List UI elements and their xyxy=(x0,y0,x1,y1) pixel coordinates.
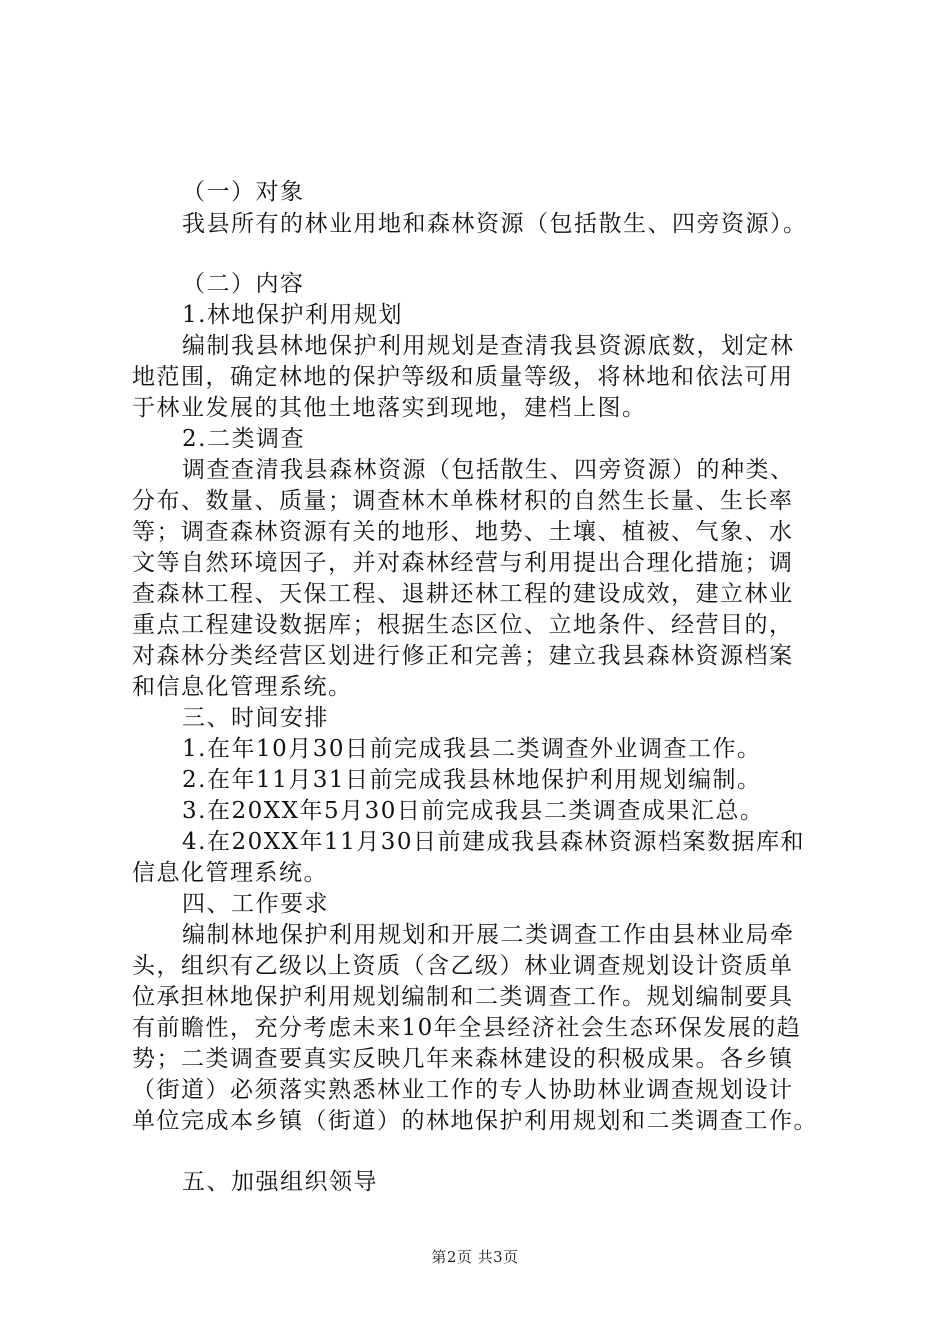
paragraph-line: 头，组织有乙级以上资质（含乙级）林业调查规划设计资质单 xyxy=(132,953,794,979)
schedule-item: 1.在年10月30日前完成我县二类调查外业调查工作。 xyxy=(182,736,762,762)
section-heading-schedule: 三、时间安排 xyxy=(182,705,329,731)
paragraph-line: 单位完成本乡镇（街道）的林地保护利用规划和二类调查工作。 xyxy=(132,1108,818,1134)
item-title-survey: 2.二类调查 xyxy=(182,426,305,452)
paragraph-line: 势；二类调查要真实反映几年来森林建设的积极成果。各乡镇 xyxy=(132,1046,794,1072)
section-heading-object: （一）对象 xyxy=(182,179,305,205)
schedule-item: 2.在年11月31日前完成我县林地保护利用规划编制。 xyxy=(182,767,762,793)
paragraph-line: 我县所有的林业用地和森林资源（包括散生、四旁资源）。 xyxy=(182,211,808,237)
paragraph-line: 等；调查森林资源有关的地形、地势、土壤、植被、气象、水 xyxy=(132,519,794,545)
paragraph-line: 有前瞻性，充分考虑未来10年全县经济社会生态环保发展的趋 xyxy=(132,1015,802,1041)
paragraph-line: 地范围，确定林地的保护等级和质量等级，将林地和依法可用 xyxy=(132,364,794,390)
paragraph-line: 编制我县林地保护利用规划是查清我县资源底数，划定林 xyxy=(182,333,795,359)
paragraph-line: 重点工程建设数据库；根据生态区位、立地条件、经营目的， xyxy=(132,612,794,638)
paragraph-line: 对森林分类经营区划进行修正和完善；建立我县森林资源档案 xyxy=(132,643,794,669)
paragraph-line: （街道）必须落实熟悉林业工作的专人协助林业调查规划设计 xyxy=(132,1077,794,1103)
page-footer: 第2页 共3页 xyxy=(431,1248,519,1266)
schedule-item: 4.在20XX年11月30日前建成我县森林资源档案数据库和 xyxy=(182,829,805,855)
paragraph-line: 调查查清我县森林资源（包括散生、四旁资源）的种类、 xyxy=(182,457,795,483)
paragraph-line: 文等自然环境因子，并对森林经营与利用提出合理化措施；调 xyxy=(132,550,794,576)
schedule-item: 信息化管理系统。 xyxy=(132,860,328,886)
paragraph-line: 编制林地保护利用规划和开展二类调查工作由县林业局牵 xyxy=(182,922,795,948)
section-heading-content: （二）内容 xyxy=(182,271,305,297)
paragraph-line: 于林业发展的其他土地落实到现地，建档上图。 xyxy=(132,395,647,421)
paragraph-line: 位承担林地保护利用规划编制和二类调查工作。规划编制要具 xyxy=(132,984,794,1010)
paragraph-line: 分布、数量、质量；调查林木单株材积的自然生长量、生长率 xyxy=(132,488,794,514)
item-title-forest-plan: 1.林地保护利用规划 xyxy=(182,302,403,328)
paragraph-line: 和信息化管理系统。 xyxy=(132,674,353,700)
section-heading-leadership: 五、加强组织领导 xyxy=(182,1169,378,1195)
schedule-item: 3.在20XX年5月30日前完成我县二类调查成果汇总。 xyxy=(182,798,765,824)
section-heading-requirements: 四、工作要求 xyxy=(182,891,329,917)
paragraph-line: 查森林工程、天保工程、退耕还林工程的建设成效，建立林业 xyxy=(132,581,794,607)
